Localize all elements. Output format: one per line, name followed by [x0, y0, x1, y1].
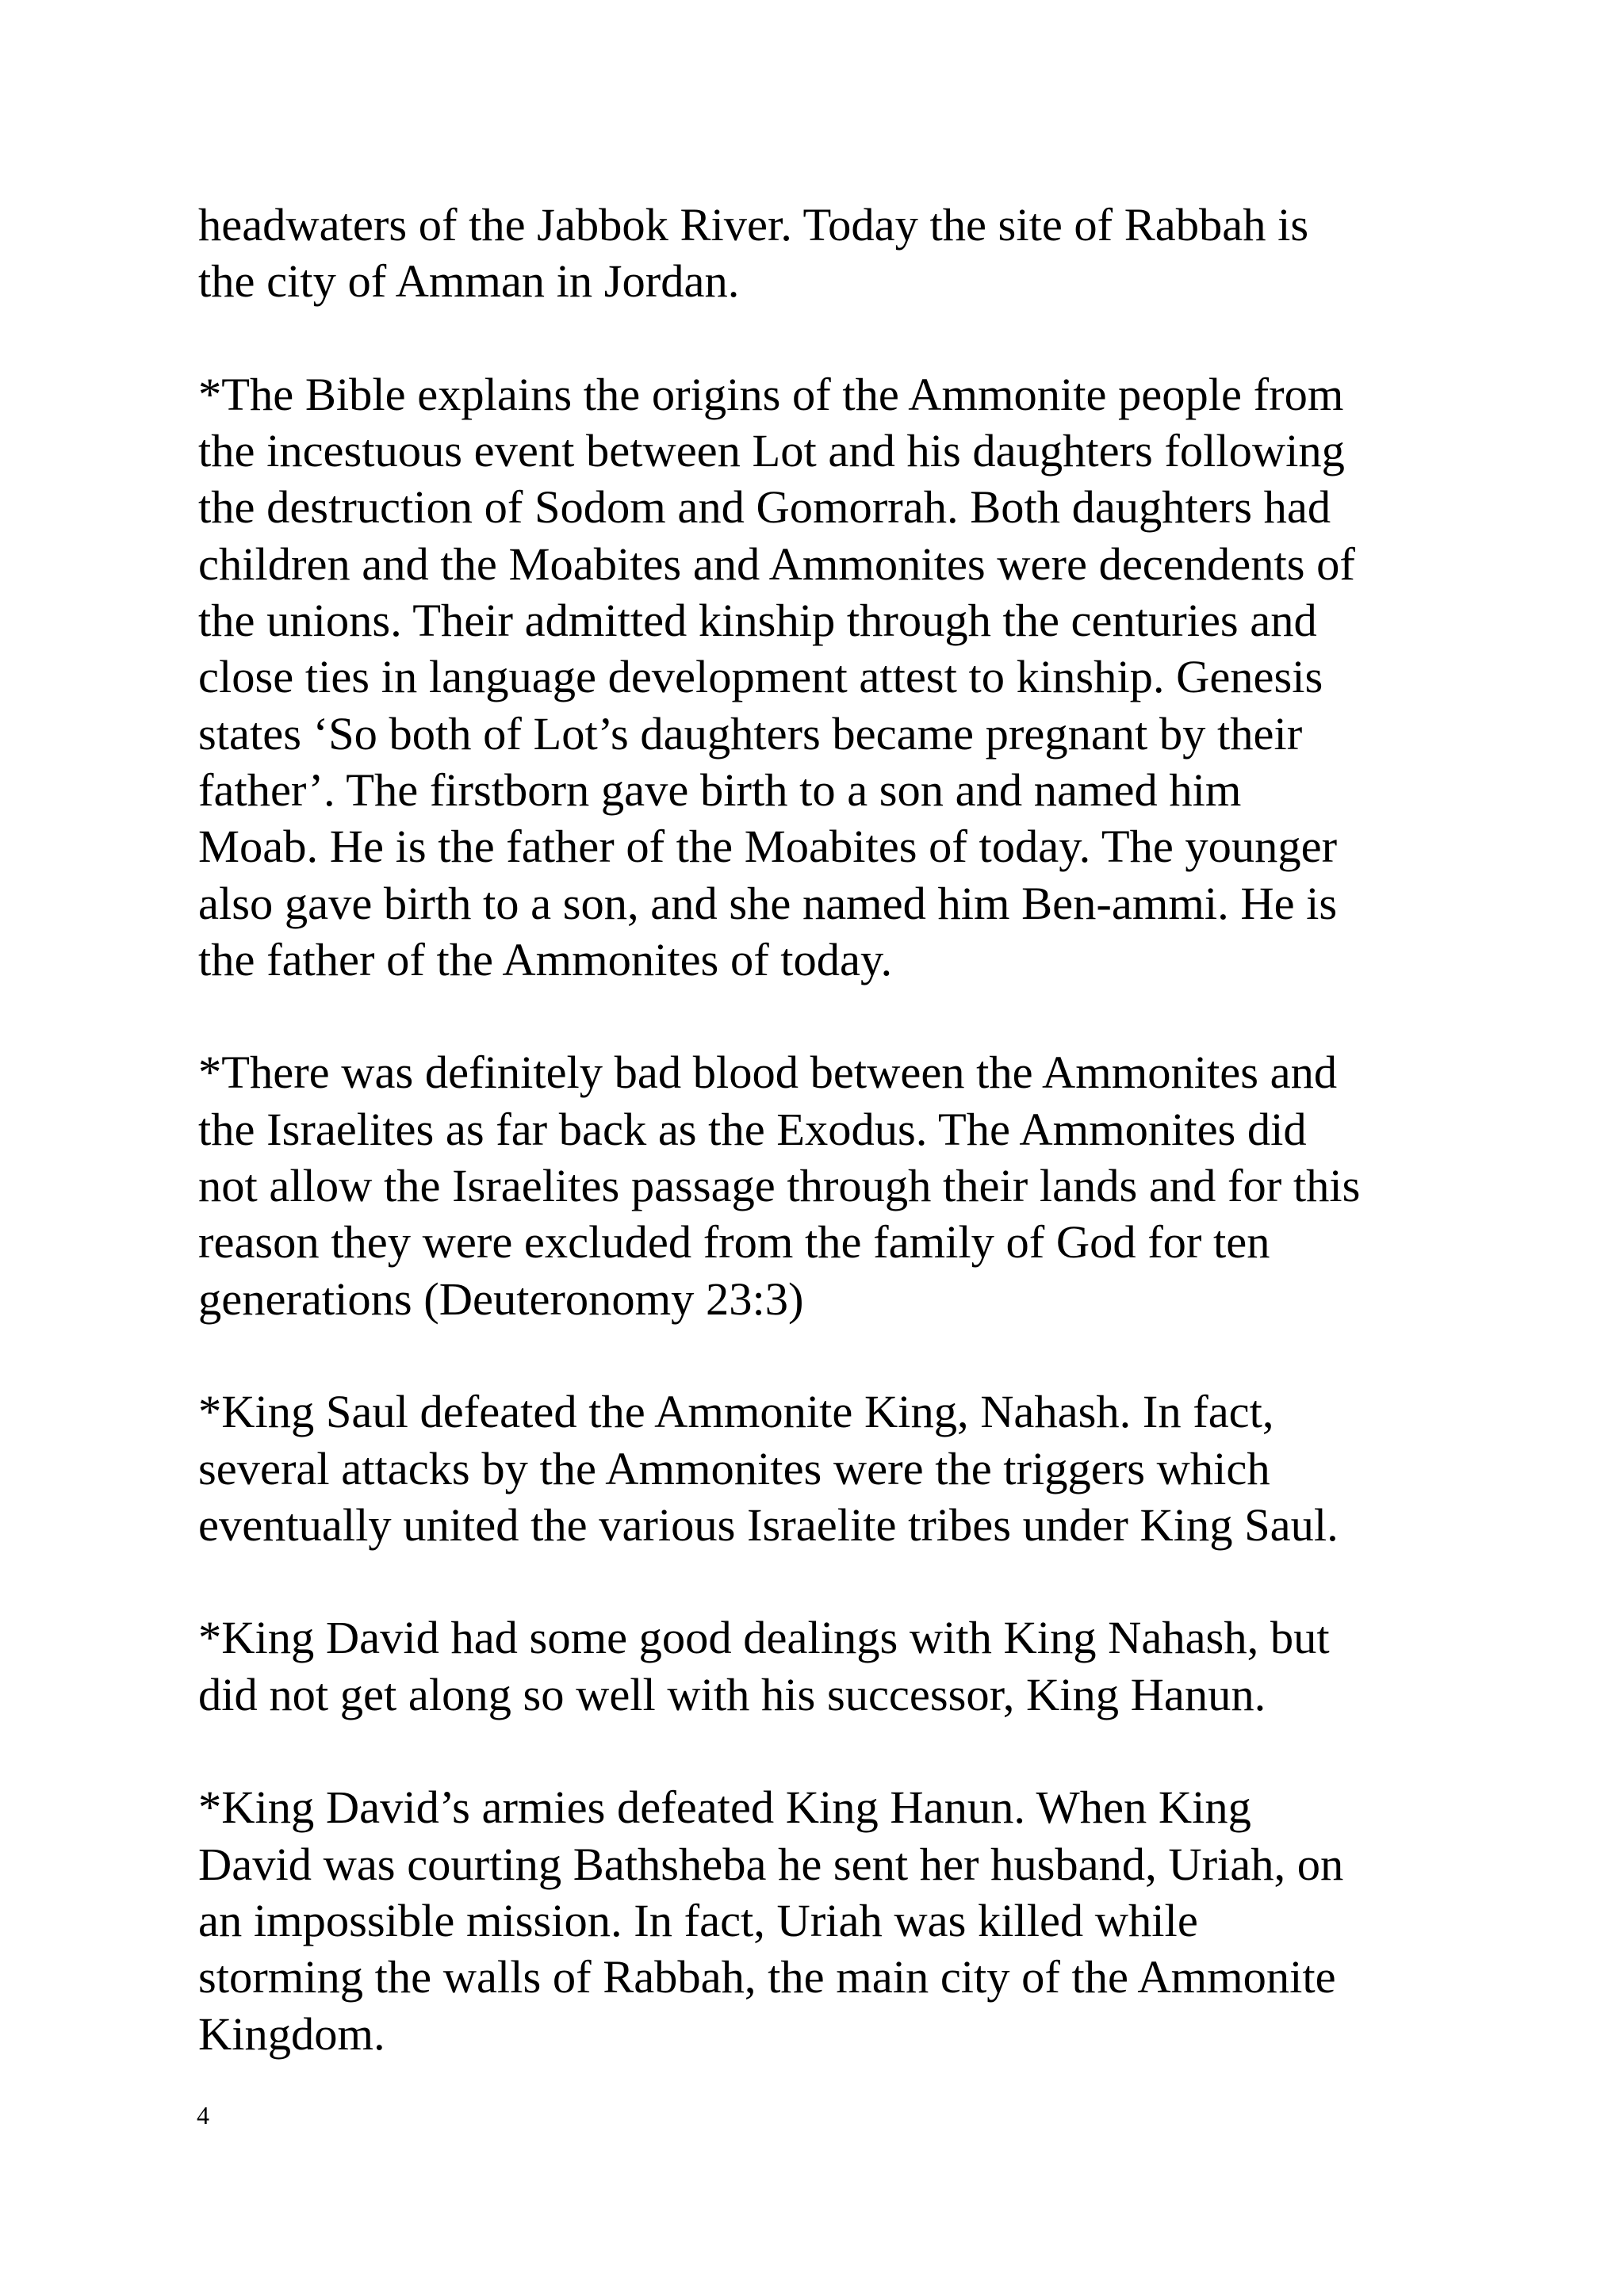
- text-line: Moab. He is the father of the Moabites of today. The younger: [198, 821, 1338, 873]
- page-number: 4: [197, 2101, 209, 2130]
- text-line: the unions. Their admitted kinship through the centuries and: [198, 595, 1317, 647]
- paragraph-3: [198, 1044, 1483, 1326]
- text-line: the destruction of Sodom and Gomorrah. Both daughters had: [198, 481, 1331, 534]
- text-line: reason they were excluded from the family of God for ten: [198, 1216, 1270, 1269]
- paragraph-4: [198, 1383, 1483, 1553]
- text-line: Kingdom.: [198, 2007, 385, 2060]
- text-line: *The Bible explains the origins of the Ammonite people from: [198, 368, 1344, 420]
- text-line: David was courting Bathsheba he sent her husband, Uriah, on: [198, 1838, 1344, 1890]
- text-line: *There was definitely bad blood between the Ammonites and: [198, 1047, 1338, 1099]
- text-line: not allow the Israelites passage through their lands and for this: [198, 1160, 1361, 1212]
- paragraph-6: [198, 1779, 1483, 2061]
- text-line: storming the walls of Rabbah, the main city of the Ammonite: [198, 1951, 1336, 2003]
- text-line: states ‘So both of Lot’s daughters became pregnant by their: [198, 707, 1303, 760]
- paragraph-2: [198, 366, 1483, 988]
- text-line: the incestuous event between Lot and his daughters following: [198, 425, 1345, 477]
- text-line: eventually united the various Israelite tribes under King Saul.: [198, 1498, 1339, 1551]
- text-line: did not get along so well with his successor, King Hanun.: [198, 1668, 1266, 1720]
- body-text: [198, 197, 1483, 2118]
- text-line: close ties in language development attest to kinship. Genesis: [198, 651, 1323, 703]
- paragraph-1: [198, 197, 1483, 310]
- text-line: the Israelites as far back as the Exodus. The Ammonites did: [198, 1103, 1307, 1155]
- text-line: the father of the Ammonites of today.: [198, 933, 893, 985]
- paragraph-5: [198, 1609, 1483, 1723]
- text-line: an impossible mission. In fact, Uriah was killed while: [198, 1894, 1198, 1946]
- text-line: father’. The firstborn gave birth to a son and named him: [198, 763, 1242, 816]
- text-line: the city of Amman in Jordan.: [198, 255, 740, 308]
- text-line: headwaters of the Jabbok River. Today the site of Rabbah is: [198, 199, 1309, 251]
- text-line: children and the Moabites and Ammonites were decendents of: [198, 538, 1355, 590]
- text-line: generations (Deuteronomy 23:3): [198, 1272, 804, 1325]
- text-line: *King David’s armies defeated King Hanun. When King: [198, 1781, 1251, 1834]
- text-line: also gave birth to a son, and she named him Ben-ammi. He is: [198, 877, 1338, 929]
- text-line: *King David had some good dealings with King Nahash, but: [198, 1612, 1330, 1664]
- text-line: several attacks by the Ammonites were the triggers which: [198, 1442, 1270, 1494]
- text-line: *King Saul defeated the Ammonite King, Nahash. In fact,: [198, 1386, 1274, 1438]
